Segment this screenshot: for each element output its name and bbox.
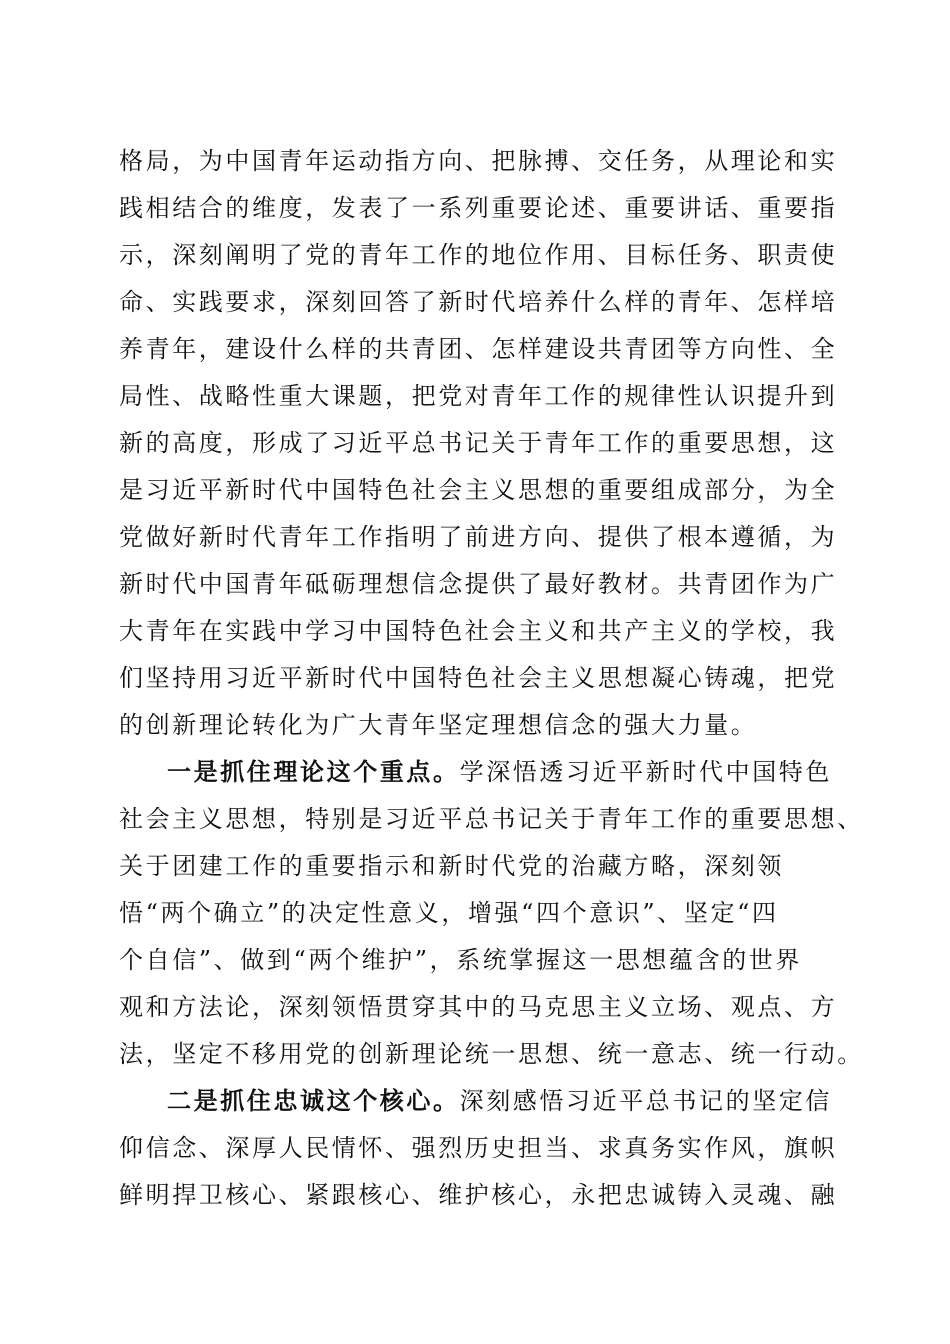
body-line: 示，深刻阐明了党的青年工作的地位作用、目标任务、职责使 [119, 241, 838, 269]
body-line: 养青年，建设什么样的共青团、怎样建设共青团等方向性、全 [119, 335, 838, 363]
body-line: 践相结合的维度，发表了一系列重要论述、重要讲话、重要指 [119, 194, 838, 222]
point1-line: 观和方法论，深刻领悟贯穿其中的马克思主义立场、观点、方 [119, 993, 838, 1021]
body-line: 命、实践要求，深刻回答了新时代培养什么样的青年、怎样培 [119, 288, 838, 316]
body-line: 新时代中国青年砥砺理想信念提供了最好教材。共青团作为广 [119, 570, 838, 598]
body-line: 党做好新时代青年工作指明了前进方向、提供了根本遵循，为 [119, 523, 838, 551]
point1-line: 悟“两个确立”的决定性意义，增强“四个意识”、坚定“四 [119, 899, 779, 927]
point2-line: 仰信念、深厚人民情怀、强烈历史担当、求真务实作风，旗帜 [119, 1134, 838, 1162]
point1-first-line [167, 758, 832, 786]
point2-first-line-text: 深刻感悟习近平总书记的坚定信 [459, 1087, 833, 1115]
point1-line: 关于团建工作的重要指示和新时代党的治藏方略，深刻领 [119, 852, 784, 880]
body-line: 的创新理论转化为广大青年坚定理想信念的强大力量。 [119, 711, 758, 739]
point1-line: 社会主义思想，特别是习近平总书记关于青年工作的重要思想、 [119, 805, 864, 833]
point2-line: 鲜明捍卫核心、紧跟核心、维护核心，永把忠诚铸入灵魂、融 [119, 1181, 838, 1209]
body-line: 是习近平新时代中国特色社会主义思想的重要组成部分，为全 [119, 476, 838, 504]
body-line: 格局，为中国青年运动指方向、把脉搏、交任务，从理论和实 [119, 147, 838, 175]
point2-first-line [167, 1087, 832, 1115]
point1-line: 法，坚定不移用党的创新理论统一思想、统一意志、统一行动。 [119, 1040, 864, 1068]
point1-first-line-text: 学深悟透习近平新时代中国特色 [459, 758, 833, 786]
body-line: 们坚持用习近平新时代中国特色社会主义思想凝心铸魂，把党 [119, 664, 838, 692]
body-line: 局性、战略性重大课题，把党对青年工作的规律性认识提升到 [119, 382, 838, 410]
body-line: 新的高度，形成了习近平总书记关于青年工作的重要思想，这 [119, 429, 838, 457]
body-line: 大青年在实践中学习中国特色社会主义和共产主义的学校，我 [119, 617, 838, 645]
point1-heading: 一是抓住理论这个重点。 [167, 757, 460, 786]
point2-heading: 二是抓住忠诚这个核心。 [167, 1086, 460, 1115]
point1-line: 个自信”、做到“两个维护”，系统掌握这一思想蕴含的世界 [119, 946, 803, 974]
